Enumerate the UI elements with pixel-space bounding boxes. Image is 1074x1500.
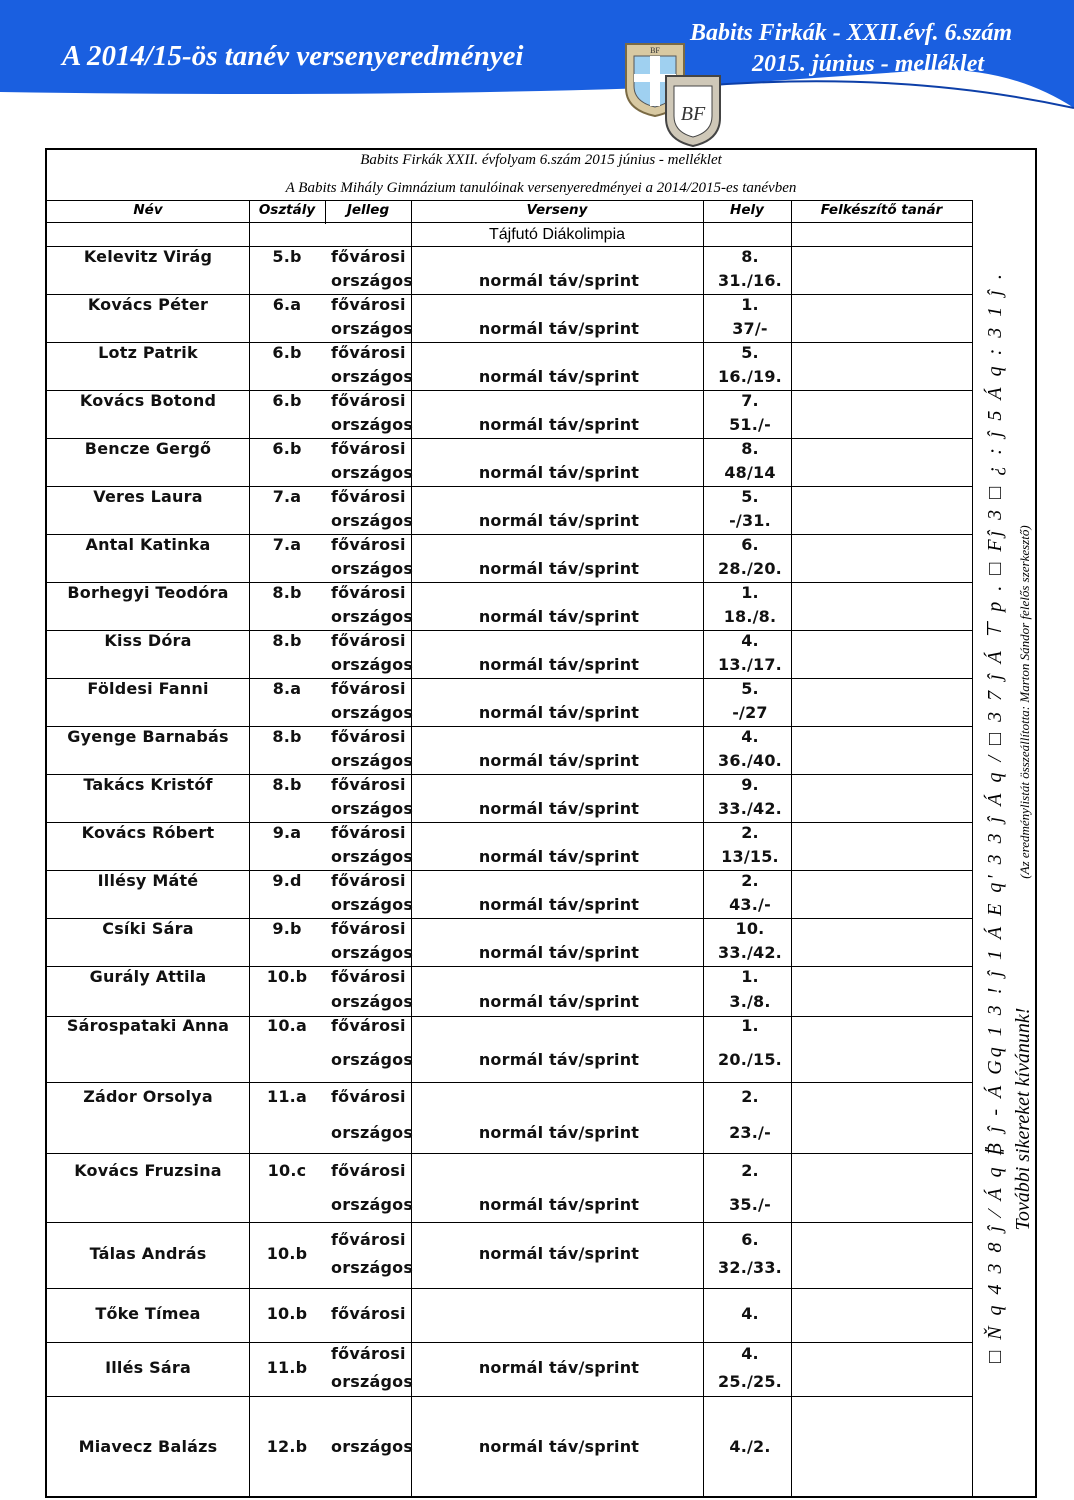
table-row: [47, 1190, 972, 1222]
result-place: 1.: [741, 583, 759, 602]
header-divider: [47, 200, 972, 201]
competition-type: országos: [331, 943, 414, 962]
student-class: 9.d: [272, 871, 302, 890]
competition-type: fővárosi: [331, 247, 406, 266]
competition-name: normál táv/sprint: [478, 607, 640, 626]
student-name: Kovács Róbert: [81, 823, 215, 842]
column-header-type: Jelleg: [346, 202, 390, 218]
table-row: [47, 1153, 972, 1190]
side-garbled-text: □ Ň q 4 3 8 ĵ ⁄ Á q ₿ ĵ - Á Gq 1 3 ! ĵ 1 Á E q' 3 3 ĵ Á q / □ 3 7 ĵ Á ⊤ p . □ Fĵ 3 □ ¿ : ĵ 5 Á q : 3 1 ĵ .: [984, 271, 1006, 1363]
competition-name: normál táv/sprint: [478, 943, 640, 962]
result-place: 5.: [741, 343, 759, 362]
competition-type: fővárosi: [331, 919, 406, 938]
student-name: Gyenge Barnabás: [67, 727, 229, 746]
result-place: 1.: [741, 1016, 759, 1035]
result-place: 18./8.: [723, 607, 777, 626]
result-place: 2.: [741, 823, 759, 842]
student-name: Lotz Patrik: [98, 343, 198, 362]
table-row: [47, 798, 972, 822]
column-header-class: Osztály: [258, 202, 316, 218]
result-place: 3./8.: [729, 992, 771, 1011]
student-name: Tálas András: [89, 1244, 207, 1263]
result-place: 16./19.: [718, 367, 782, 386]
svg-text:BF: BF: [680, 103, 706, 125]
table-row: [47, 846, 972, 870]
table-row: [47, 678, 972, 702]
result-place: 1.: [741, 967, 759, 986]
table-row: [47, 1014, 972, 1040]
competition-type-2: országos: [331, 1372, 414, 1391]
student-class: 10.c: [267, 1161, 307, 1180]
competition-type: országos: [331, 367, 414, 386]
table-row: [47, 606, 972, 630]
table-row: [47, 366, 972, 390]
table-row: [47, 1114, 972, 1153]
competition-name: normál táv/sprint: [478, 703, 640, 722]
result-place: 23./-: [729, 1123, 771, 1142]
student-class: 5.b: [272, 247, 302, 266]
table-row: [47, 942, 972, 966]
student-class: 6.a: [272, 295, 302, 314]
student-name: Kovács Botond: [79, 391, 217, 410]
competition-type: országos: [331, 463, 414, 482]
result-place: 4.: [741, 1344, 759, 1363]
competition-type: fővárosi: [331, 631, 406, 650]
competition-name: normál táv/sprint: [478, 1244, 640, 1263]
competition-type: fővárosi: [331, 439, 406, 458]
student-name: Kovács Fruzsina: [74, 1161, 222, 1180]
student-name: Földesi Fanni: [87, 679, 209, 698]
bf-crest-logo: [662, 72, 724, 148]
competition-type: országos: [331, 1123, 414, 1142]
table-row: [47, 870, 972, 894]
table-row: [47, 630, 972, 654]
competition-name: normál táv/sprint: [478, 511, 640, 530]
table-row: [47, 990, 972, 1016]
student-class: 7.a: [272, 535, 302, 554]
competition-type: országos: [331, 559, 414, 578]
result-place: 35./-: [729, 1195, 771, 1214]
student-class: 8.b: [272, 583, 302, 602]
competition-type: fővárosi: [331, 295, 406, 314]
competition-name: normál táv/sprint: [478, 1437, 640, 1456]
table-row: [47, 510, 972, 534]
competition-type: országos: [331, 1437, 414, 1456]
table-row: [47, 894, 972, 918]
result-place: 4.: [741, 727, 759, 746]
banner-title: A 2014/15-ös tanév versenyeredményei: [62, 40, 524, 72]
student-name: Borhegyi Teodóra: [67, 583, 229, 602]
column-header-divider: [47, 222, 972, 223]
competition-type: fővárosi: [331, 679, 406, 698]
result-place: 9.: [741, 775, 759, 794]
competition-type: fővárosi: [331, 583, 406, 602]
student-name: Bencze Gergő: [84, 439, 212, 458]
header-line-2: A Babits Mihály Gimnázium tanulóinak versenyeredményei a 2014/2015-es tanévben: [285, 180, 797, 196]
banner-date: 2015. június - melléklet: [752, 51, 985, 77]
column-header-competition: Verseny: [526, 202, 588, 218]
competition-type: fővárosi: [331, 871, 406, 890]
table-row: [47, 270, 972, 294]
table-row: [47, 918, 972, 942]
competition-type: országos: [331, 895, 414, 914]
student-class: 6.b: [272, 439, 302, 458]
student-class: 12.b: [266, 1437, 308, 1456]
result-place-2: 32./33.: [718, 1258, 782, 1277]
column-header-teacher: Felkészítő tanár: [820, 202, 943, 218]
student-class: 10.a: [267, 1016, 307, 1035]
student-name: Sárospataki Anna: [66, 1016, 230, 1035]
competition-type: fővárosi: [331, 487, 406, 506]
student-name: Kelevitz Virág: [83, 247, 213, 266]
header-line-1: Babits Firkák XXII. évfolyam 6.szám 2015 június - melléklet: [360, 152, 722, 168]
table-row: [47, 438, 972, 462]
competition-type: országos: [331, 1050, 414, 1069]
result-place: 5.: [741, 487, 759, 506]
result-place: 33./42.: [718, 799, 782, 818]
result-place: 4.: [741, 1304, 759, 1323]
result-place: 4./2.: [729, 1437, 771, 1456]
student-name: Kiss Dóra: [104, 631, 192, 650]
competition-name: normál táv/sprint: [478, 319, 640, 338]
table-row: [47, 1288, 972, 1342]
result-place: 37/-: [732, 319, 768, 338]
result-place: 7.: [741, 391, 759, 410]
result-place: 43./-: [729, 895, 771, 914]
competition-type: fővárosi: [331, 727, 406, 746]
table-row: [47, 1040, 972, 1082]
col-divider: [972, 200, 973, 1498]
result-place: 1.: [741, 295, 759, 314]
column-header-place: Hely: [730, 202, 764, 218]
result-place: 13/15.: [721, 847, 779, 866]
table-row: [47, 750, 972, 774]
competition-name: normál táv/sprint: [478, 415, 640, 434]
student-class: 8.b: [272, 631, 302, 650]
result-place: 5.: [741, 679, 759, 698]
table-row: [47, 414, 972, 438]
table-row: [47, 582, 972, 606]
banner-issue: Babits Firkák - XXII.évf. 6.szám: [690, 20, 1013, 46]
competition-type: országos: [331, 415, 414, 434]
result-place: 10.: [735, 919, 765, 938]
result-place: 2.: [741, 1087, 759, 1106]
competition-type: országos: [331, 511, 414, 530]
competition-name: normál táv/sprint: [478, 559, 640, 578]
result-place: 31./16.: [718, 271, 782, 290]
student-class: 11.a: [267, 1087, 307, 1106]
competition-type: fővárosi: [331, 1161, 406, 1180]
competition-type: fővárosi: [331, 967, 406, 986]
competition-name: normál táv/sprint: [478, 367, 640, 386]
table-row: [47, 246, 972, 270]
table-row: [47, 726, 972, 750]
student-name: Antal Katinka: [85, 535, 211, 554]
result-place: 48/14: [724, 463, 776, 482]
table-row: [47, 558, 972, 582]
student-class: 11.b: [266, 1358, 308, 1377]
student-class: 9.a: [272, 823, 302, 842]
result-place: 13./17.: [718, 655, 782, 674]
student-class: 6.b: [272, 391, 302, 410]
result-place-2: 25./25.: [718, 1372, 782, 1391]
table-row: [47, 1222, 972, 1288]
competition-type: országos: [331, 847, 414, 866]
banner: [0, 0, 1074, 108]
student-name: Csíki Sára: [102, 919, 194, 938]
competition-name: normál táv/sprint: [478, 847, 640, 866]
column-header-name: Név: [133, 202, 163, 218]
competition-type: fővárosi: [331, 1344, 406, 1363]
table-row: [47, 342, 972, 366]
competition-type: országos: [331, 799, 414, 818]
student-class: 10.b: [266, 967, 308, 986]
competition-name: normál táv/sprint: [478, 1358, 640, 1377]
table-row: [47, 318, 972, 342]
competition-name: normál táv/sprint: [478, 1050, 640, 1069]
student-name: Miavecz Balázs: [78, 1437, 218, 1456]
competition-name: normál táv/sprint: [478, 271, 640, 290]
svg-text:BF: BF: [650, 46, 660, 55]
student-name: Gurály Attila: [89, 967, 207, 986]
competition-type: fővárosi: [331, 1230, 406, 1249]
student-class: 8.b: [272, 727, 302, 746]
table-row: [47, 702, 972, 726]
competition-type: fővárosi: [331, 1087, 406, 1106]
result-place: 4.: [741, 631, 759, 650]
table-row: [47, 774, 972, 798]
result-place: 20./15.: [718, 1050, 782, 1069]
competition-name: normál táv/sprint: [478, 799, 640, 818]
result-place: 8.: [741, 247, 759, 266]
student-class: 8.b: [272, 775, 302, 794]
section-title: Tájfutó Diákolimpia: [488, 226, 626, 243]
competition-type: fővárosi: [331, 775, 406, 794]
result-place: 28./20.: [718, 559, 782, 578]
table-row: [47, 462, 972, 486]
competition-type: országos: [331, 655, 414, 674]
table-row: [47, 390, 972, 414]
competition-name: normál táv/sprint: [478, 895, 640, 914]
student-class: 9.b: [272, 919, 302, 938]
result-place: 36./40.: [718, 751, 782, 770]
competition-type: országos: [331, 271, 414, 290]
side-wish-text: További sikereket kívánunk!: [1012, 1007, 1034, 1231]
result-place: -/27: [732, 703, 768, 722]
result-place: 2.: [741, 1161, 759, 1180]
table-row: [47, 486, 972, 510]
competition-name: normál táv/sprint: [478, 1195, 640, 1214]
table-row: [47, 966, 972, 990]
student-class: 10.b: [266, 1304, 308, 1323]
table-row: [47, 1342, 972, 1396]
result-place: 33./42.: [718, 943, 782, 962]
competition-type: fővárosi: [331, 391, 406, 410]
student-class: 7.a: [272, 487, 302, 506]
table-row: [47, 294, 972, 318]
table-row: [47, 534, 972, 558]
result-place: 6.: [741, 1230, 759, 1249]
competition-type: országos: [331, 751, 414, 770]
competition-type-2: országos: [331, 1258, 414, 1277]
student-name: Tőke Tímea: [95, 1304, 201, 1323]
competition-name: normál táv/sprint: [478, 655, 640, 674]
competition-type: fővárosi: [331, 343, 406, 362]
student-class: 8.a: [272, 679, 302, 698]
competition-type: fővárosi: [331, 1016, 406, 1035]
result-place: 2.: [741, 871, 759, 890]
student-class: 10.b: [266, 1244, 308, 1263]
competition-name: normál táv/sprint: [478, 463, 640, 482]
table-row: [47, 822, 972, 846]
competition-type: fővárosi: [331, 1304, 406, 1323]
competition-name: normál táv/sprint: [478, 992, 640, 1011]
table-row: [47, 654, 972, 678]
results-table: [45, 148, 1037, 1498]
competition-type: fővárosi: [331, 535, 406, 554]
student-name: Takács Kristóf: [83, 775, 213, 794]
result-place: 51./-: [729, 415, 771, 434]
student-name: Veres Laura: [93, 487, 203, 506]
table-row: [47, 1396, 972, 1500]
competition-type: fővárosi: [331, 823, 406, 842]
result-place: 8.: [741, 439, 759, 458]
competition-name: normál táv/sprint: [478, 751, 640, 770]
competition-name: normál táv/sprint: [478, 1123, 640, 1142]
table-row: [47, 1082, 972, 1114]
student-name: Kovács Péter: [87, 295, 209, 314]
result-place: -/31.: [729, 511, 771, 530]
competition-type: országos: [331, 607, 414, 626]
competition-type: országos: [331, 703, 414, 722]
competition-type: országos: [331, 319, 414, 338]
result-place: 6.: [741, 535, 759, 554]
competition-type: országos: [331, 1195, 414, 1214]
student-name: Zádor Orsolya: [83, 1087, 213, 1106]
side-compiler-note: (Az eredménylistát összeállította: Marton Sándor felelős szerkesztő): [1017, 525, 1032, 879]
student-name: Illés Sára: [105, 1358, 191, 1377]
student-name: Illésy Máté: [97, 871, 199, 890]
competition-type: országos: [331, 992, 414, 1011]
student-class: 6.b: [272, 343, 302, 362]
